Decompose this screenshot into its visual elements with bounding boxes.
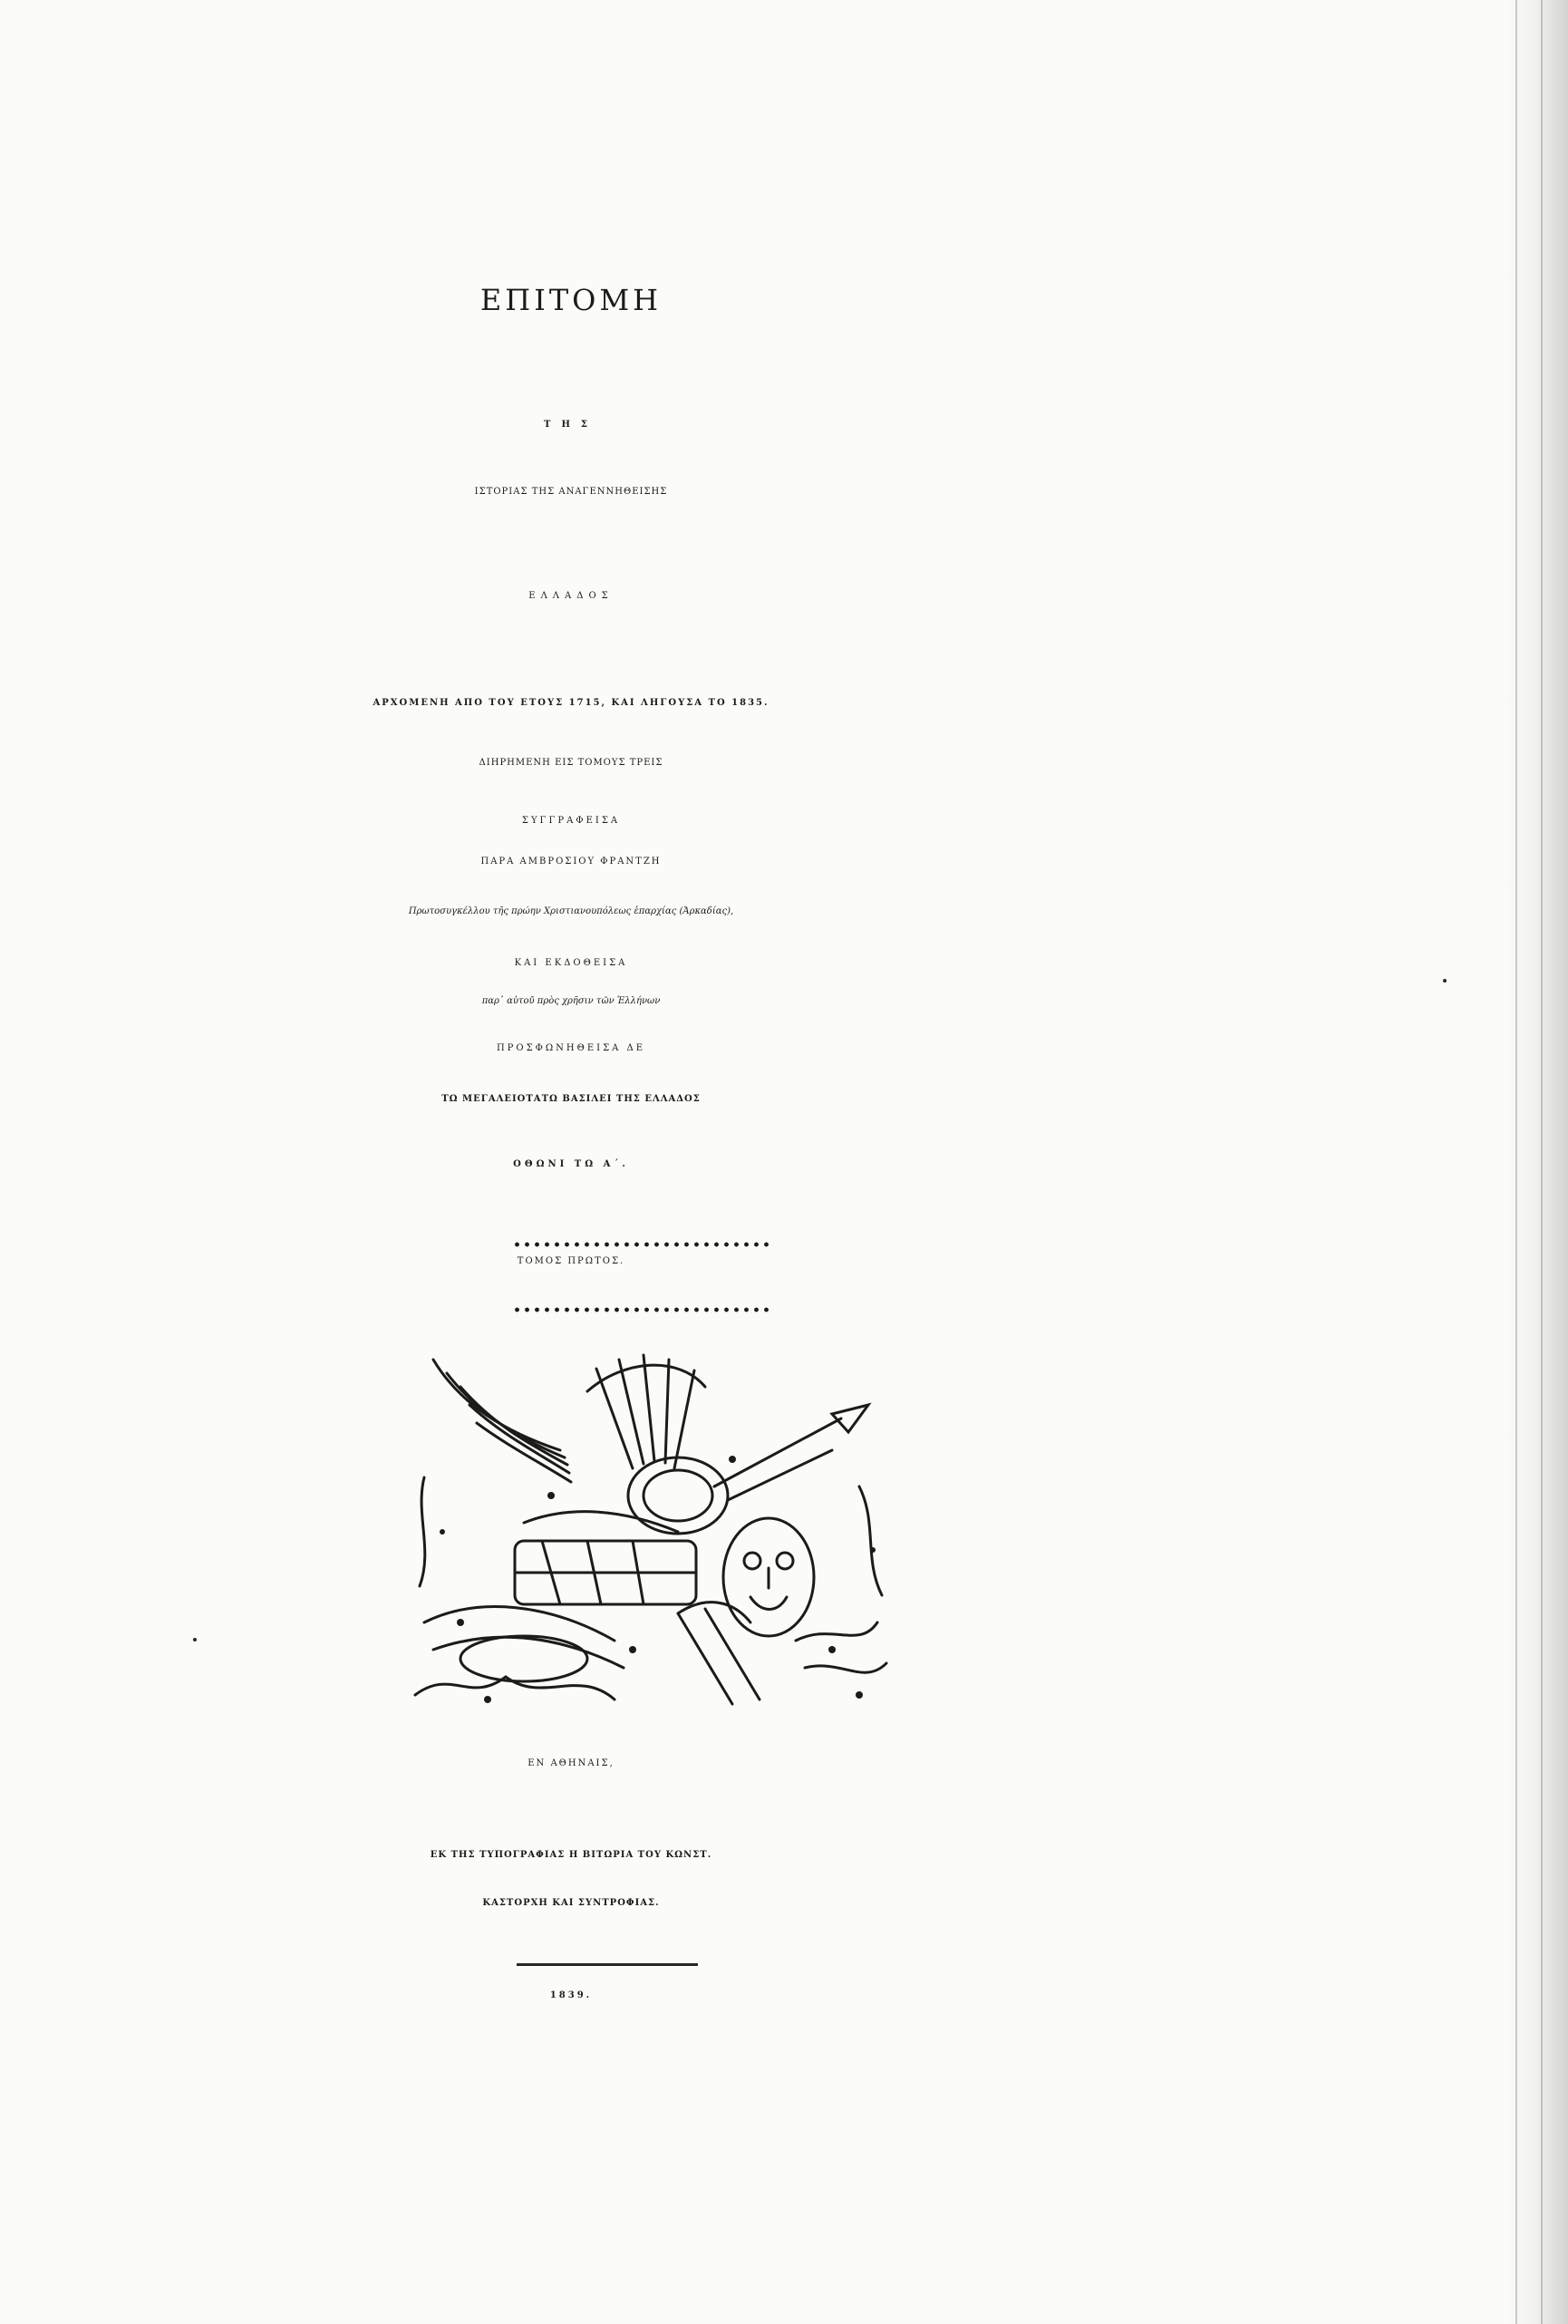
dedicatee-line: ΤΩ ΜΕΓΑΛΕΙΟΤΑΤΩ ΒΑΣΙΛΕΙ ΤΗΣ ΕΛΛΑΔΟΣ <box>441 1094 701 1104</box>
title-published: ΚΑΙ ΕΚΔΟΘΕΙΣΑ <box>514 958 628 968</box>
ornamental-rule-top <box>512 1240 770 1249</box>
title-purpose: παρ᾽ αὐτοῦ πρὸς χρῆσιν τῶν Ἑλλήνων <box>481 996 661 1006</box>
volume-label: ΤΟΜΟΣ ΠΡΩΤΟΣ. <box>517 1256 625 1266</box>
imprint-printer-line-2: ΚΑΣΤΟΡΧΗ ΚΑΙ ΣΥΝΤΡΟΦΙΑΣ. <box>482 1898 660 1908</box>
title-history-line: ΙΣΤΟΡΙΑΣ ΤΗΣ ΑΝΑΓΕΝΝΗΘΕΙΣΗΣ <box>474 487 668 497</box>
title-article: ΤΗΣ <box>544 420 598 430</box>
title-greece: ΕΛΛΑΔΟΣ <box>528 591 614 601</box>
scan-speck <box>1443 979 1447 983</box>
book-title: ΕΠΙΤΟΜΗ <box>479 283 663 317</box>
title-written: ΣΥΓΓΡΑΦΕΙΣΑ <box>521 816 621 826</box>
imprint-year: 1839. <box>549 1990 593 2000</box>
imprint-place: ΕΝ ΑΘΗΝΑΙΣ, <box>528 1758 615 1768</box>
ornamental-rule-bottom <box>512 1305 770 1314</box>
author-name: ΠΑΡΑ ΑΜΒΡΟΣΙΟΥ ΦΡΑΝΤΖΗ <box>480 857 662 867</box>
title-period: ΑΡΧΟΜΕΝΗ ΑΠΟ ΤΟΥ ΕΤΟΥΣ 1715, ΚΑΙ ΛΗΓΟΥΣΑ ΤΟ 1835. <box>373 698 769 708</box>
title-volumes-note: ΔΙΗΡΗΜΕΝΗ ΕΙΣ ΤΟΜΟΥΣ ΤΡΕΙΣ <box>479 758 663 768</box>
title-dedicated: ΠΡΟΣΦΩΝΗΘΕΙΣΑ ΔΕ <box>496 1043 646 1053</box>
page-edge-shadow <box>1505 0 1568 2324</box>
imprint-rule <box>517 1963 698 1966</box>
scan-speck <box>193 1638 197 1641</box>
printer-ornament-icon <box>406 1351 895 1713</box>
imprint-printer-line-1: ΕΚ ΤΗΣ ΤΥΠΟΓΡΑΦΙΑΣ Η ΒΙΤΩΡΙΑ ΤΟΥ ΚΩΝΣΤ. <box>430 1850 712 1860</box>
page-edge-line <box>1541 0 1543 2324</box>
dedicatee-name: ΟΘΩΝΙ ΤΩ Α΄. <box>513 1159 629 1169</box>
author-position: Πρωτοσυγκέλλου τῆς πρώην Χριστιανουπόλεως ἐπαρχίας (Ἀρκαδίας), <box>408 906 734 916</box>
page-edge-line <box>1515 0 1517 2324</box>
